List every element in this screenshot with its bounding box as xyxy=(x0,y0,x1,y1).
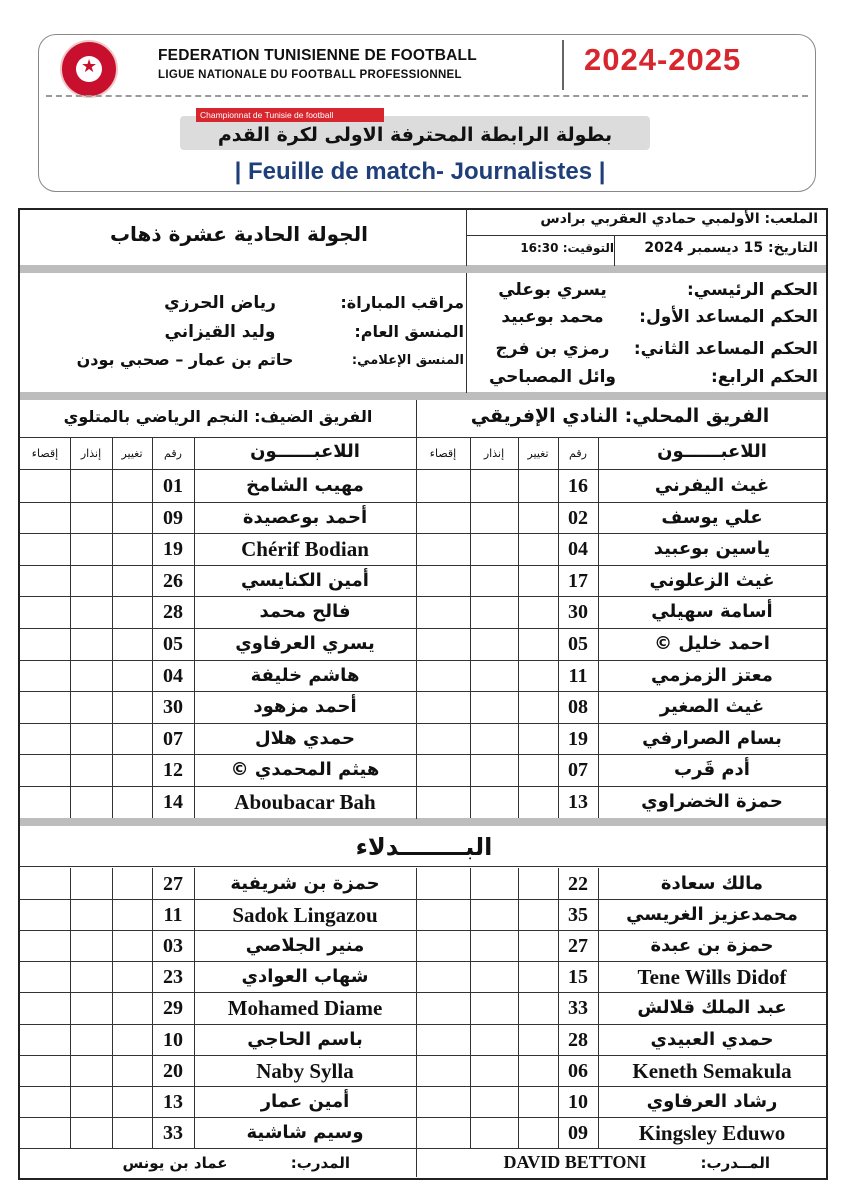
home-row-line xyxy=(416,899,826,900)
home-row-line xyxy=(416,961,826,962)
home-row-line xyxy=(416,628,826,629)
subs-title-line xyxy=(20,866,826,867)
home-starters-number: 17 xyxy=(568,569,588,592)
home-subs-name: Kingsley Eduwo xyxy=(638,1120,786,1145)
home-subs-number: 15 xyxy=(568,966,588,989)
home-row-line xyxy=(416,930,826,931)
home-column-line xyxy=(416,868,417,1148)
coach-divider xyxy=(416,1149,417,1177)
referee: يسري بوعلي xyxy=(498,280,607,300)
home-subs-number: 09 xyxy=(568,1121,588,1144)
away-coach-label: المدرب: xyxy=(290,1154,350,1172)
away-column-line xyxy=(70,470,71,818)
away-column-line xyxy=(194,438,195,470)
away-column-line xyxy=(70,438,71,470)
away-starters-name: هيثم المحمدي © xyxy=(230,759,380,781)
match-date: التاريخ: 15 ديسمبر 2024 xyxy=(644,240,818,256)
home-coach-label: المــدرب: xyxy=(700,1154,770,1172)
home-column-line xyxy=(416,470,417,818)
home-subs-number: 27 xyxy=(568,935,588,958)
coach-line xyxy=(20,1148,826,1149)
away-starters-number: 05 xyxy=(163,633,183,655)
home-row-line xyxy=(416,691,826,692)
home-subs-number: 06 xyxy=(568,1059,588,1082)
header-dashed-line xyxy=(46,95,808,97)
team-header-line xyxy=(20,437,826,438)
sheet-title: | Feuille de match- Journalistes | xyxy=(234,158,606,185)
away-row-line xyxy=(20,565,416,566)
away-col-number: رقم xyxy=(164,447,182,460)
away-row-line xyxy=(20,502,416,503)
home-starters-number: 16 xyxy=(568,475,588,497)
home-col-warning: إنذار xyxy=(483,447,505,460)
away-starters-number: 01 xyxy=(163,475,183,497)
home-starters-number: 13 xyxy=(568,791,588,813)
away-starters-number: 09 xyxy=(163,506,183,529)
away-subs-number: 27 xyxy=(163,873,183,895)
home-row-line xyxy=(416,1055,826,1056)
away-subs-name: Naby Sylla xyxy=(256,1058,354,1083)
round-title: الجولة الحادية عشرة ذهاب xyxy=(109,222,368,246)
away-starters-number: 04 xyxy=(163,664,183,687)
home-row-line xyxy=(416,660,826,661)
home-subs-name: رشاد العرفاوي xyxy=(646,1090,778,1112)
substitutes-title: البــــــــدلاء xyxy=(355,833,493,861)
home-subs-name: مالك سعادة xyxy=(660,873,764,894)
home-subs-name: حمدي العبيدي xyxy=(650,1028,774,1050)
home-row-line xyxy=(416,1024,826,1025)
home-row-line xyxy=(416,1117,826,1118)
federation-logo: ★ xyxy=(60,40,118,98)
away-subs-name: Sadok Lingazou xyxy=(232,903,378,928)
away-row-line xyxy=(20,754,416,755)
home-starters-name: غيث اليفرني xyxy=(654,475,770,496)
away-starters-name: أمين الكنايسي xyxy=(241,569,369,591)
away-starters-name: فالح محمد xyxy=(259,601,351,623)
away-subs-name: شهاب العوادي xyxy=(241,966,369,988)
away-starters-name: يسري العرفاوي xyxy=(235,633,375,654)
away-starters-name: Aboubacar Bah xyxy=(234,790,376,814)
away-starters-number: 07 xyxy=(163,727,183,750)
away-col-expulsion: إقصاء xyxy=(31,447,59,460)
commissioner: رياض الحرزي xyxy=(164,293,276,313)
home-subs-number: 33 xyxy=(568,997,588,1020)
away-col-change: تغيير xyxy=(121,447,143,460)
away-row-line xyxy=(20,628,416,629)
assistant1-label: الحكم المساعد الأول: xyxy=(639,307,818,327)
home-starters-number: 30 xyxy=(568,601,588,624)
home-col-number: رقم xyxy=(569,447,587,460)
away-subs-name: وسيم شاشية xyxy=(246,1121,364,1143)
away-subs-number: 20 xyxy=(163,1059,183,1082)
home-starters-number: 04 xyxy=(568,538,588,561)
home-starters-name: علي يوسف xyxy=(661,506,763,528)
away-subs-number: 11 xyxy=(163,904,183,927)
home-starters-number: 11 xyxy=(568,664,588,687)
away-subs-name: Mohamed Diame xyxy=(227,996,383,1021)
away-column-line xyxy=(112,470,113,818)
home-starters-number: 02 xyxy=(568,506,588,529)
away-starters-name: أحمد مزهود xyxy=(253,696,357,718)
away-subs-name: منير الجلاصي xyxy=(245,935,365,957)
home-row-line xyxy=(416,723,826,724)
media-coordinator: حاتم بن عمار – صحبي بودن xyxy=(76,350,294,369)
fourth-official-label: الحكم الرابع: xyxy=(710,367,818,387)
home-column-line xyxy=(598,438,599,470)
header-divider xyxy=(562,40,564,90)
away-column-line xyxy=(70,868,71,1148)
away-subs-name: أمين عمار xyxy=(260,1090,350,1112)
championship-label: Championnat de Tunisie de football xyxy=(196,108,384,122)
home-row-line xyxy=(416,786,826,787)
home-row-line xyxy=(416,533,826,534)
home-starters-name: أسامة سهيلي xyxy=(651,601,773,623)
away-team-label: الفريق الضيف: النجم الرياضي بالمتلوي xyxy=(63,407,373,426)
home-subs-name: Keneth Semakula xyxy=(632,1058,792,1083)
separator-bar xyxy=(20,818,826,826)
home-subs-name: عبد الملك قلالش xyxy=(637,997,787,1019)
away-starters-number: 14 xyxy=(163,791,183,813)
away-starters-name: هاشم خليفة xyxy=(250,664,360,686)
home-starters-number: 19 xyxy=(568,727,588,750)
away-row-line xyxy=(20,723,416,724)
home-row-line xyxy=(416,754,826,755)
away-starters-name: مهيب الشامخ xyxy=(246,475,364,496)
home-column-line xyxy=(518,868,519,1148)
home-row-line xyxy=(416,992,826,993)
away-row-line xyxy=(20,533,416,534)
coordinator-label: المنسق العام: xyxy=(354,322,464,341)
home-row-line xyxy=(416,1086,826,1087)
home-starters-name: معتز الزمزمي xyxy=(651,664,773,686)
home-starters-name: احمد خليل © xyxy=(654,633,770,654)
home-subs-name: حمزة بن عبدة xyxy=(650,935,774,957)
away-column-line xyxy=(112,868,113,1148)
away-subs-number: 23 xyxy=(163,966,183,989)
match-info-divider xyxy=(466,210,467,266)
home-starters-name: غيث الصغير xyxy=(659,696,765,718)
home-starters-number: 07 xyxy=(568,759,588,782)
home-row-line xyxy=(416,596,826,597)
away-row-line xyxy=(20,1024,416,1025)
away-starters-name: أحمد بوعصيدة xyxy=(242,506,368,528)
home-starters-number: 05 xyxy=(568,633,588,655)
home-starters-name: غيث الزعلوني xyxy=(649,569,775,591)
home-row-line xyxy=(416,502,826,503)
home-col-players: اللاعبــــــون xyxy=(657,441,767,462)
away-column-line xyxy=(112,438,113,470)
date-time-divider xyxy=(614,236,615,266)
coordinator: وليد القيزاني xyxy=(164,322,276,342)
away-row-line xyxy=(20,1055,416,1056)
away-subs-number: 10 xyxy=(163,1028,183,1051)
away-starters-number: 28 xyxy=(163,601,183,624)
separator-bar xyxy=(20,265,826,273)
away-row-line xyxy=(20,961,416,962)
away-subs-name: حمزة بن شريفية xyxy=(230,873,380,894)
away-subs-number: 29 xyxy=(163,997,183,1020)
referee-label: الحكم الرئيسي: xyxy=(686,280,818,300)
home-column-line xyxy=(470,470,471,818)
home-starters-name: أدم قَرب xyxy=(674,759,750,781)
home-team-label: الفريق المحلي: النادي الإفريقي xyxy=(470,405,770,427)
column-header-line xyxy=(20,469,826,470)
commissioner-label: مراقب المباراة: xyxy=(340,293,464,312)
away-starters-name: Chérif Bodian xyxy=(241,537,369,562)
match-info-row-line xyxy=(466,235,826,236)
away-starters-name: حمدي هلال xyxy=(255,727,355,749)
home-col-change: تغيير xyxy=(527,447,549,460)
home-column-line xyxy=(558,438,559,470)
home-subs-number: 10 xyxy=(568,1090,588,1113)
home-col-expulsion: إقصاء xyxy=(429,447,457,460)
federation-name: FEDERATION TUNISIENNE DE FOOTBALL xyxy=(158,47,477,64)
away-starters-number: 19 xyxy=(163,538,183,561)
championship-banner: بطولة الرابطة المحترفة الاولى لكرة القدم xyxy=(180,116,650,150)
home-row-line xyxy=(416,565,826,566)
away-col-players: اللاعبــــــون xyxy=(250,441,360,462)
season: 2024-2025 xyxy=(584,42,742,77)
home-starters-name: ياسين بوعبيد xyxy=(653,538,771,560)
away-subs-number: 03 xyxy=(163,935,183,958)
home-subs-name: Tene Wills Didof xyxy=(637,965,787,990)
home-subs-name: محمدعزيز الغريسي xyxy=(626,904,798,926)
home-column-line xyxy=(470,438,471,470)
home-column-line xyxy=(416,438,417,470)
home-coach: DAVID BETTONI xyxy=(503,1152,647,1172)
separator-bar xyxy=(20,392,826,400)
away-row-line xyxy=(20,691,416,692)
away-row-line xyxy=(20,786,416,787)
home-starters-name: بسام الصرارفي xyxy=(642,727,782,749)
away-starters-number: 26 xyxy=(163,569,183,592)
match-time: التوقيت: 16:30 xyxy=(520,241,614,255)
away-row-line xyxy=(20,930,416,931)
home-starters-name: حمزة الخضراوي xyxy=(641,791,783,812)
stadium: الملعب: الأولمبي حمادي العقربي برادس xyxy=(540,211,818,227)
away-subs-number: 33 xyxy=(163,1121,183,1144)
away-column-line xyxy=(152,438,153,470)
home-column-line xyxy=(470,868,471,1148)
home-subs-number: 35 xyxy=(568,904,588,927)
away-row-line xyxy=(20,1117,416,1118)
home-column-line xyxy=(518,470,519,818)
away-col-warning: إنذار xyxy=(80,447,102,460)
officials-divider xyxy=(466,273,467,393)
away-row-line xyxy=(20,992,416,993)
home-subs-number: 22 xyxy=(568,873,588,895)
away-subs-number: 13 xyxy=(163,1090,183,1113)
away-subs-name: باسم الحاجي xyxy=(247,1028,363,1050)
league-name: LIGUE NATIONALE DU FOOTBALL PROFESSIONNEL xyxy=(158,69,462,81)
away-coach: عماد بن يونس xyxy=(122,1154,228,1172)
away-row-line xyxy=(20,899,416,900)
away-row-line xyxy=(20,596,416,597)
home-column-line xyxy=(518,438,519,470)
assistant1: محمد بوعبيد xyxy=(501,307,604,327)
home-subs-number: 28 xyxy=(568,1028,588,1051)
assistant2: رمزي بن فرج xyxy=(495,339,610,359)
media-coordinator-label: المنسق الإعلامي: xyxy=(351,353,464,368)
away-row-line xyxy=(20,660,416,661)
home-starters-number: 08 xyxy=(568,696,588,719)
fourth-official: وائل المصباحي xyxy=(488,367,616,387)
away-row-line xyxy=(20,1086,416,1087)
away-starters-number: 12 xyxy=(163,759,183,782)
assistant2-label: الحكم المساعد الثاني: xyxy=(633,339,818,359)
away-starters-number: 30 xyxy=(163,696,183,719)
